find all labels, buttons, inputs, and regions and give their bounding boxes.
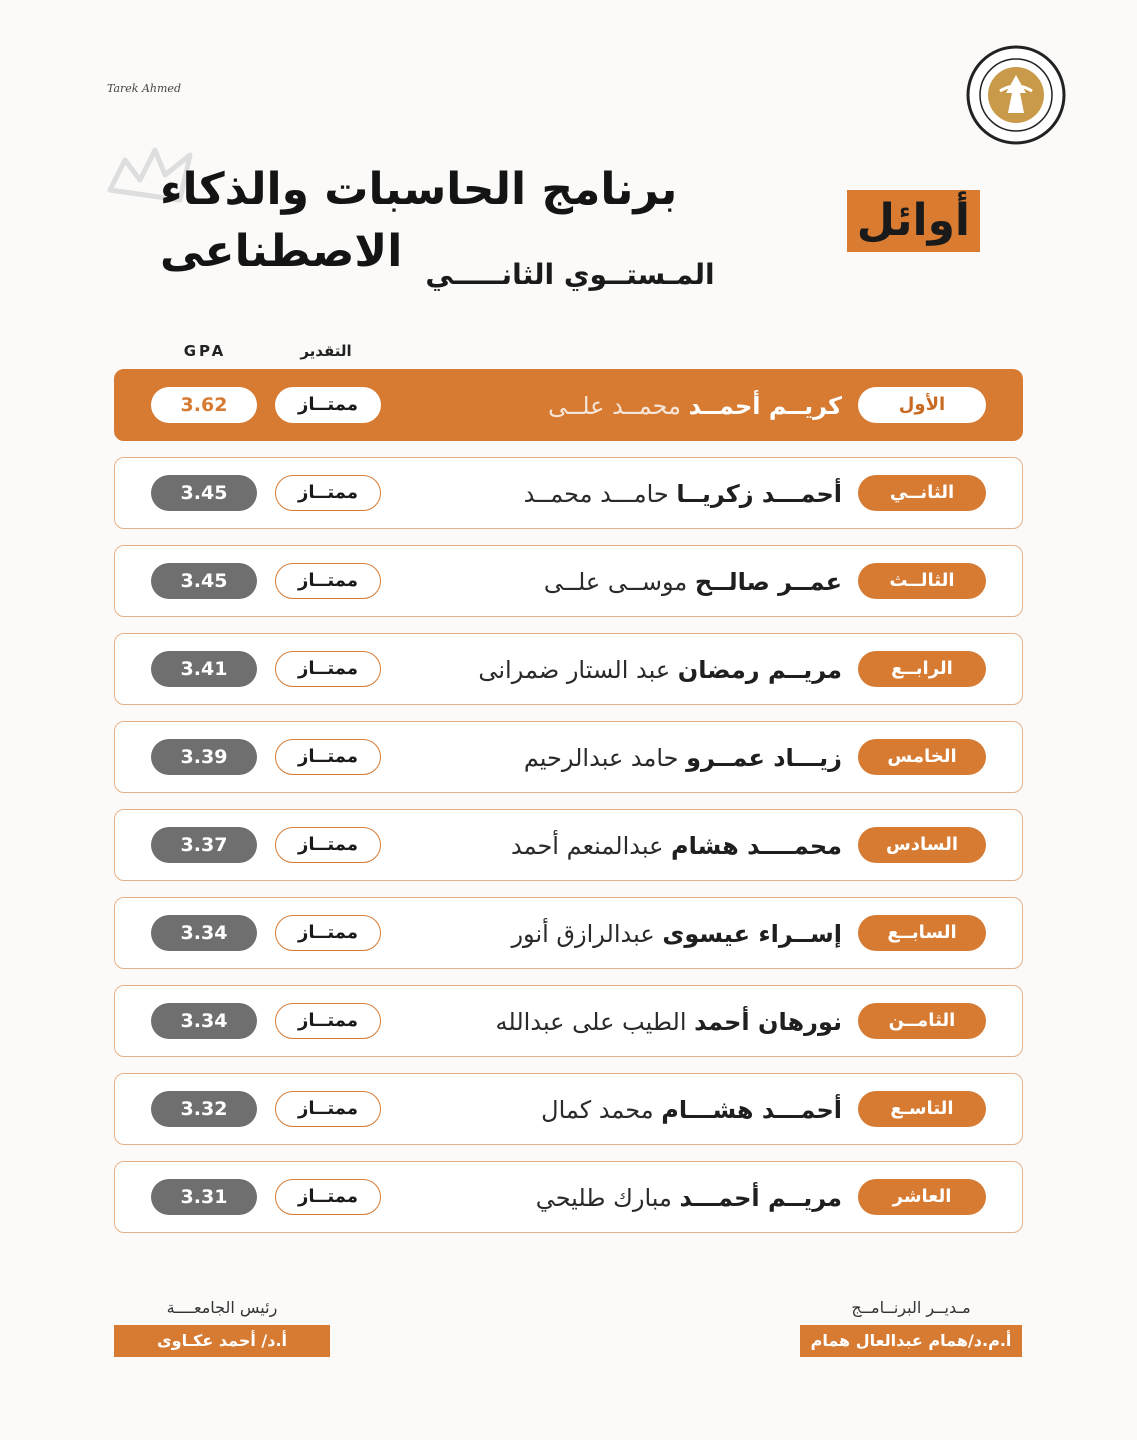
ranking-row [114,897,1023,969]
rank-badge: العاشر [858,1179,986,1215]
gpa-badge: 3.34 [151,915,257,951]
gpa-badge: 3.32 [151,1091,257,1127]
watermark-signature: Tarek Ahmed [107,82,181,95]
column-header-grade: التقدير [300,342,352,360]
gpa-badge: 3.34 [151,1003,257,1039]
grade-badge: ممتــاز [275,739,381,775]
gpa-badge: 3.45 [151,563,257,599]
grade-badge: ممتــاز [275,651,381,687]
title-highlight: أوائل [847,190,980,252]
ranking-row [114,369,1023,441]
president-label: رئيس الجامعــــة [166,1298,278,1317]
column-header-gpa: GPA [183,342,227,360]
gpa-badge: 3.39 [151,739,257,775]
gpa-badge: 3.45 [151,475,257,511]
ranking-row [114,985,1023,1057]
student-name: كريــم أحمــد محمــد علــى [548,392,842,420]
rank-badge: الرابــع [858,651,986,687]
rank-badge: الثانــي [858,475,986,511]
student-name: محمــــد هشام عبدالمنعم أحمد [510,832,842,860]
gpa-badge: 3.41 [151,651,257,687]
program-director-name: أ.م.د/همام عبدالعال همام [800,1325,1022,1357]
ranking-row [114,633,1023,705]
grade-badge: ممتــاز [275,1179,381,1215]
university-logo [966,45,1066,145]
student-name: عمــر صالــح موســى علــى [543,568,842,596]
rank-badge: الثامــن [858,1003,986,1039]
ranking-row [114,457,1023,529]
grade-badge: ممتــاز [275,1091,381,1127]
ranking-row [114,809,1023,881]
gpa-badge: 3.62 [151,387,257,423]
student-name: زيـــاد عمــرو حامد عبدالرحيم [523,744,842,772]
rank-badge: الخامس [858,739,986,775]
rank-badge: السابــع [858,915,986,951]
gpa-badge: 3.31 [151,1179,257,1215]
grade-badge: ممتــاز [275,827,381,863]
rank-badge: السادس [858,827,986,863]
grade-badge: ممتــاز [275,387,381,423]
gpa-badge: 3.37 [151,827,257,863]
student-name: أحمـــد زكريــا حامـــد محمــد [523,480,842,508]
student-name: نورهان أحمد الطيب على عبدالله [495,1008,842,1036]
grade-badge: ممتــاز [275,915,381,951]
grade-badge: ممتــاز [275,563,381,599]
president-name: أ.د/ أحمد عكـاوى [114,1325,330,1357]
rank-badge: الأول [858,387,986,423]
ranking-row [114,721,1023,793]
ranking-row [114,545,1023,617]
page-subtitle: المـستــوي الثانـــــي [425,258,715,291]
rank-badge: الثالــث [858,563,986,599]
ranking-row [114,1073,1023,1145]
grade-badge: ممتــاز [275,1003,381,1039]
ranking-row [114,1161,1023,1233]
student-name: مريــم رمضان عبد الستار ضمرانى [478,656,842,684]
rank-badge: التاسـع [858,1091,986,1127]
student-name: مريــم أحمـــد مبارك طليحي [535,1184,842,1212]
student-name: أحمـــد هشـــام محمد كمال [541,1096,842,1124]
title-text: برنامج الحاسبات والذكاء الاصطناعى [160,164,678,277]
program-director-label: مـديــر البرنــامــج [851,1298,971,1317]
grade-badge: ممتــاز [275,475,381,511]
student-name: إســراء عيسوى عبدالرازق أنور [511,920,842,948]
